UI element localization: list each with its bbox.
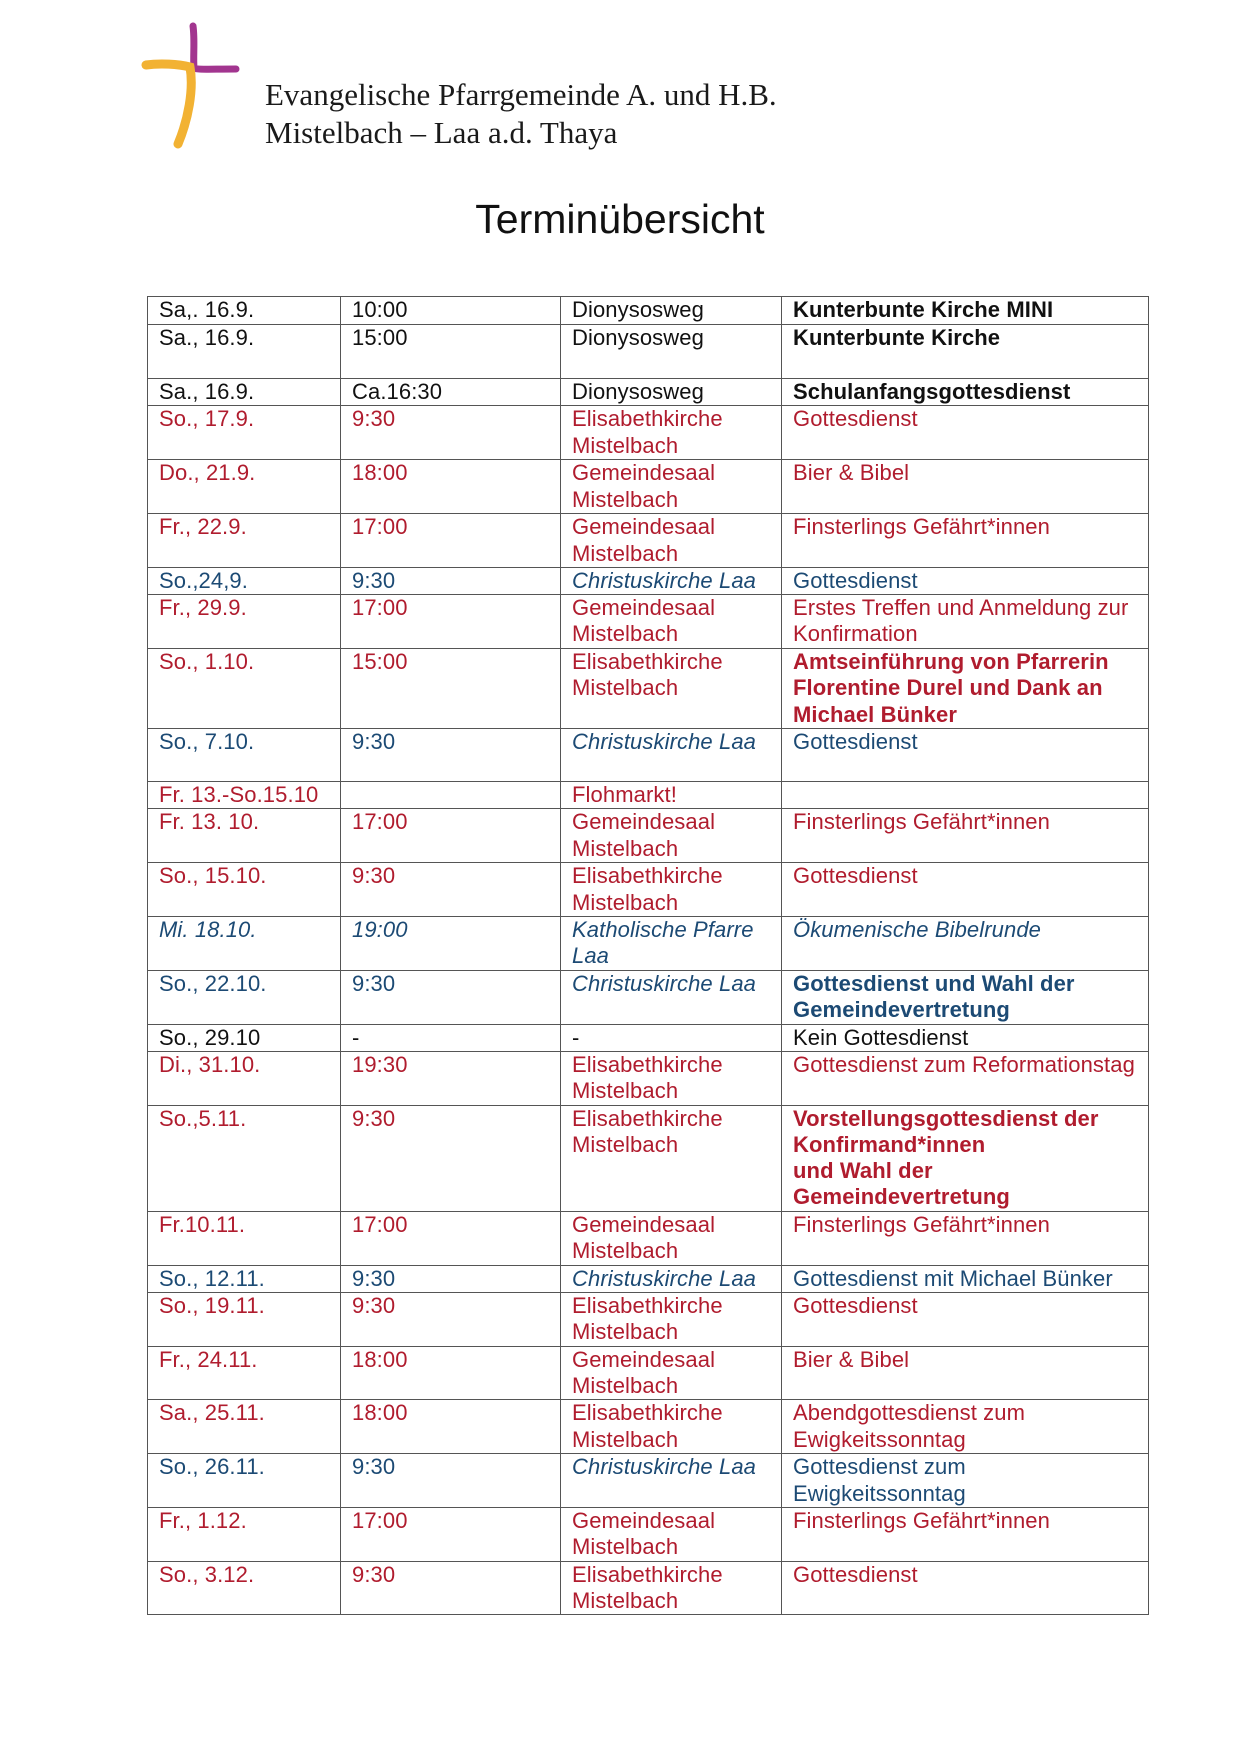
place-cell: Dionysosweg (561, 325, 782, 379)
table-row (148, 379, 1149, 406)
church-cross-logo (140, 20, 250, 150)
event-line-2: und Wahl der Gemeindevertretung (793, 1158, 1010, 1210)
date-cell: Fr. 13. 10. (148, 809, 341, 863)
table-row (148, 595, 1149, 649)
date-cell: So., 17.9. (148, 406, 341, 460)
time-cell: 9:30 (341, 863, 561, 917)
table-row (148, 917, 1149, 971)
table-row (148, 1507, 1149, 1561)
date-cell: Fr. 13.-So.15.10 (148, 782, 341, 809)
date-cell: Fr., 29.9. (148, 595, 341, 649)
table-row (148, 1561, 1149, 1615)
date-cell: So., 26.11. (148, 1454, 341, 1508)
time-cell: 9:30 (341, 1105, 561, 1211)
date-cell: So., 29.10 (148, 1024, 341, 1051)
table-row (148, 567, 1149, 594)
time-cell: 15:00 (341, 325, 561, 379)
time-cell: 17:00 (341, 514, 561, 568)
event-cell: Finsterlings Gefährt*innen (782, 514, 1149, 568)
date-cell: Fr., 24.11. (148, 1346, 341, 1400)
place-cell: Elisabethkirche Mistelbach (561, 1400, 782, 1454)
organization-name-line1: Evangelische Pfarrgemeinde A. und H.B. (265, 77, 777, 112)
event-cell: Finsterlings Gefährt*innen (782, 809, 1149, 863)
event-cell: Finsterlings Gefährt*innen (782, 1211, 1149, 1265)
event-cell: Amtseinführung von Pfarrerin Florentine Durel und Dank an Michael Bünker (782, 649, 1149, 729)
event-cell: Abendgottesdienst zum Ewigkeitssonntag (782, 1400, 1149, 1454)
table-row (148, 1265, 1149, 1292)
date-cell: Fr., 22.9. (148, 514, 341, 568)
organization-name (265, 76, 777, 152)
place-cell: Gemeindesaal Mistelbach (561, 514, 782, 568)
place-cell: Christuskirche Laa (561, 1265, 782, 1292)
table-row (148, 460, 1149, 514)
table-row (148, 729, 1149, 782)
date-cell: So., 19.11. (148, 1293, 341, 1347)
time-cell: 17:00 (341, 809, 561, 863)
table-row (148, 1400, 1149, 1454)
date-cell: Do., 21.9. (148, 460, 341, 514)
table-row (148, 1105, 1149, 1211)
place-cell: Elisabethkirche Mistelbach (561, 1105, 782, 1211)
event-cell: Schulanfangsgottesdienst (782, 379, 1149, 406)
place-cell: Elisabethkirche Mistelbach (561, 649, 782, 729)
table-row (148, 514, 1149, 568)
time-cell: 19:30 (341, 1051, 561, 1105)
place-cell: Christuskirche Laa (561, 729, 782, 782)
event-cell: Gottesdienst und Wahl der Gemeindevertretung (782, 971, 1149, 1025)
table-row (148, 1024, 1149, 1051)
table-row (148, 863, 1149, 917)
date-cell: Mi. 18.10. (148, 917, 341, 971)
place-cell: Elisabethkirche Mistelbach (561, 1051, 782, 1105)
place-cell: Elisabethkirche Mistelbach (561, 406, 782, 460)
place-cell: Gemeindesaal Mistelbach (561, 595, 782, 649)
time-cell: 9:30 (341, 1454, 561, 1508)
logo-purple-stroke (193, 26, 236, 69)
time-cell: 9:30 (341, 1561, 561, 1615)
time-cell: 18:00 (341, 1400, 561, 1454)
place-cell: Flohmarkt! (561, 782, 782, 809)
event-cell (782, 782, 1149, 809)
date-cell: Sa., 16.9. (148, 379, 341, 406)
event-cell: Erstes Treffen und Anmeldung zur Konfirmation (782, 595, 1149, 649)
time-cell: 17:00 (341, 595, 561, 649)
date-cell: So., 7.10. (148, 729, 341, 782)
table-row (148, 971, 1149, 1025)
time-cell: 17:00 (341, 1507, 561, 1561)
event-cell: Gottesdienst (782, 567, 1149, 594)
time-cell: 18:00 (341, 1346, 561, 1400)
time-cell: 9:30 (341, 1265, 561, 1292)
table-row (148, 325, 1149, 379)
organization-name-line2: Mistelbach – Laa a.d. Thaya (265, 115, 618, 150)
event-cell: Gottesdienst (782, 406, 1149, 460)
place-cell: Dionysosweg (561, 297, 782, 325)
event-cell: Bier & Bibel (782, 1346, 1149, 1400)
place-cell: Christuskirche Laa (561, 1454, 782, 1508)
time-cell: Ca.16:30 (341, 379, 561, 406)
event-cell: Kein Gottesdienst (782, 1024, 1149, 1051)
table-row (148, 649, 1149, 729)
date-cell: Sa,. 16.9. (148, 297, 341, 325)
date-cell: Sa., 25.11. (148, 1400, 341, 1454)
table-row (148, 406, 1149, 460)
time-cell: 15:00 (341, 649, 561, 729)
time-cell: 9:30 (341, 567, 561, 594)
event-cell: Gottesdienst zum Ewigkeitssonntag (782, 1454, 1149, 1508)
place-cell: Elisabethkirche Mistelbach (561, 863, 782, 917)
event-cell (782, 1105, 1149, 1211)
place-cell: Katholische Pfarre Laa (561, 917, 782, 971)
time-cell: 19:00 (341, 917, 561, 971)
event-cell: Gottesdienst (782, 1293, 1149, 1347)
place-cell: Gemeindesaal Mistelbach (561, 1346, 782, 1400)
time-cell: 17:00 (341, 1211, 561, 1265)
event-cell: Gottesdienst mit Michael Bünker (782, 1265, 1149, 1292)
event-cell: Kunterbunte Kirche MINI (782, 297, 1149, 325)
date-cell: So.,5.11. (148, 1105, 341, 1211)
page-title: Terminübersicht (475, 196, 765, 242)
date-cell: Di., 31.10. (148, 1051, 341, 1105)
event-cell: Gottesdienst (782, 729, 1149, 782)
table-row (148, 809, 1149, 863)
event-cell: Gottesdienst (782, 1561, 1149, 1615)
time-cell (341, 782, 561, 809)
place-cell: Elisabethkirche Mistelbach (561, 1561, 782, 1615)
event-cell: Kunterbunte Kirche (782, 325, 1149, 379)
place-cell: - (561, 1024, 782, 1051)
place-cell: Christuskirche Laa (561, 971, 782, 1025)
table-row (148, 297, 1149, 325)
logo-yellow-stroke (146, 64, 191, 144)
event-line: Vorstellungsgottesdienst der Konfirmand*innen (793, 1105, 1099, 1157)
date-cell: So., 15.10. (148, 863, 341, 917)
time-cell: 9:30 (341, 1293, 561, 1347)
date-cell: So., 22.10. (148, 971, 341, 1025)
table-row (148, 1211, 1149, 1265)
place-cell: Gemeindesaal Mistelbach (561, 1507, 782, 1561)
place-cell: Gemeindesaal Mistelbach (561, 809, 782, 863)
date-cell: Fr., 1.12. (148, 1507, 341, 1561)
date-cell: So., 3.12. (148, 1561, 341, 1615)
date-cell: Fr.10.11. (148, 1211, 341, 1265)
place-cell: Gemeindesaal Mistelbach (561, 460, 782, 514)
table-row (148, 782, 1149, 809)
time-cell: 10:00 (341, 297, 561, 325)
date-cell: Sa., 16.9. (148, 325, 341, 379)
event-cell: Gottesdienst zum Reformationstag (782, 1051, 1149, 1105)
time-cell: - (341, 1024, 561, 1051)
time-cell: 9:30 (341, 971, 561, 1025)
event-cell: Finsterlings Gefährt*innen (782, 1507, 1149, 1561)
time-cell: 9:30 (341, 406, 561, 460)
table-row (148, 1346, 1149, 1400)
place-cell: Dionysosweg (561, 379, 782, 406)
table-row (148, 1454, 1149, 1508)
place-cell: Gemeindesaal Mistelbach (561, 1211, 782, 1265)
date-cell: So., 1.10. (148, 649, 341, 729)
schedule-table (147, 296, 1149, 1615)
date-cell: So.,24,9. (148, 567, 341, 594)
table-row (148, 1293, 1149, 1347)
table-row (148, 1051, 1149, 1105)
date-cell: So., 12.11. (148, 1265, 341, 1292)
time-cell: 9:30 (341, 729, 561, 782)
time-cell: 18:00 (341, 460, 561, 514)
event-cell: Bier & Bibel (782, 460, 1149, 514)
place-cell: Elisabethkirche Mistelbach (561, 1293, 782, 1347)
event-cell: Ökumenische Bibelrunde (782, 917, 1149, 971)
place-cell: Christuskirche Laa (561, 567, 782, 594)
event-cell: Gottesdienst (782, 863, 1149, 917)
